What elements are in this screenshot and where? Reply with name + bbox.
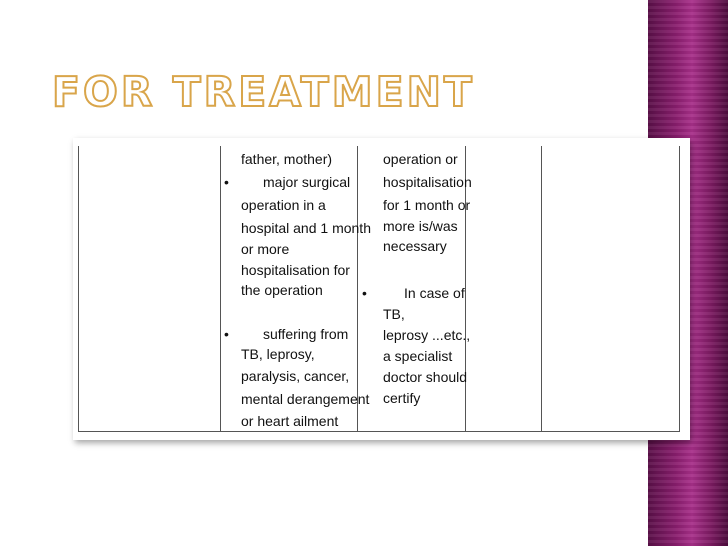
table-column-4 [465, 146, 542, 432]
cell-text-line: certify [383, 390, 421, 406]
requirements-table [73, 138, 690, 440]
cell-text-line: leprosy ...etc., [383, 327, 471, 343]
cell-text-line: TB, leprosy, [241, 346, 315, 362]
cell-text-line: father, mother) [241, 151, 333, 167]
cell-text-line: or more [241, 241, 290, 257]
table-bottom-border [78, 431, 679, 432]
cell-text-line: operation or [383, 151, 458, 167]
cell-text-line: doctor should [383, 369, 468, 385]
cell-text-line: major surgical [263, 174, 351, 190]
bullet-icon: • [224, 174, 229, 190]
cell-text-line: suffering from [263, 326, 349, 342]
cell-text-line: hospitalisation for [241, 262, 350, 278]
slide-title: FOR TREATMENT [52, 68, 475, 116]
table-column-1 [78, 146, 221, 432]
cell-text-line: necessary [383, 238, 447, 254]
cell-text-line: paralysis, cancer, [241, 368, 350, 384]
cell-text-line: operation in a [241, 197, 326, 213]
bullet-icon: • [362, 285, 367, 301]
cell-text-line: more is/was [383, 218, 458, 234]
cell-text-line: a specialist [383, 348, 453, 364]
cell-text-line: hospital and 1 month [241, 220, 371, 236]
cell-text-line: for 1 month or [383, 197, 471, 213]
cell-text-line: the operation [241, 282, 323, 298]
bullet-icon: • [224, 326, 229, 342]
cell-text-line: TB, [383, 306, 405, 322]
table-column-5 [541, 146, 680, 432]
cell-text-line: In case of [404, 285, 465, 301]
cell-text-line: mental derangement [241, 391, 370, 407]
cell-text-line: or heart ailment [241, 413, 339, 429]
cell-text-line: hospitalisation [383, 174, 472, 190]
